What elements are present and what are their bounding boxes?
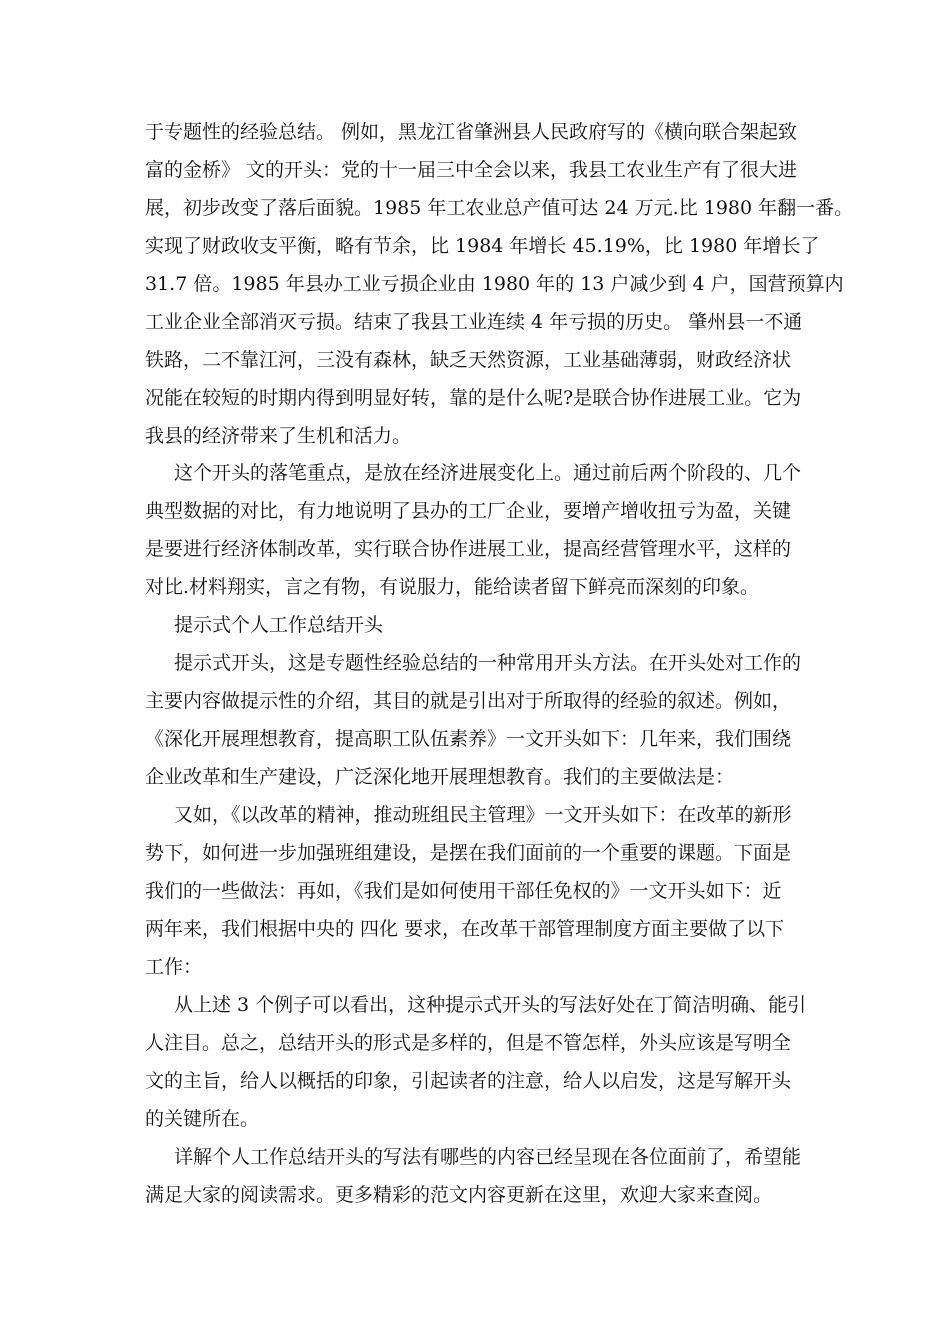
text-line: 对比.材料翔实，言之有物，有说服力，能给读者留下鲜亮而深刻的印象。 xyxy=(145,576,760,598)
text-line: 于专题性的经验总结。 例如，黑龙江省肇洲县人民政府写的《横向联合架起致 xyxy=(145,121,798,143)
text-line: 典型数据的对比，有力地说明了县办的工厂企业，要增产增收扭亏为盈，关键 xyxy=(145,500,792,522)
text-line: 企业改革和生产建设，广泛深化地开展理想教育。我们的主要做法是： xyxy=(145,766,735,788)
text-line: 主要内容做提示性的介绍，其目的就是引出对于所取得的经验的叙述。例如， xyxy=(145,690,792,712)
text-line: 两年来，我们根据中央的 四化 要求，在改革干部管理制度方面主要做了以下 xyxy=(145,918,785,940)
text-line: 展，初步改变了落后面貌。1985 年工农业总产值可达 24 万元.比 1980 年翻一番。 xyxy=(145,197,854,219)
text-line: 满足大家的阅读需求。更多精彩的范文内容更新在这里，欢迎大家来查阅。 xyxy=(145,1184,773,1206)
text-line: 《深化开展理想教育，提高职工队伍素养》一文开头如下：几年来，我们围绕 xyxy=(145,728,792,750)
text-line: 工作： xyxy=(145,956,203,978)
text-line: 铁路，二不靠江河，三没有森林，缺乏天然资源，工业基础薄弱，财政经济状 xyxy=(145,349,792,371)
text-line: 31.7 倍。1985 年县办工业亏损企业由 1980 年的 13 户减少到 4 户，国营预算内 xyxy=(145,273,844,295)
text-line: 我们的一些做法：再如，《我们是如何使用干部任免权的》一文开头如下：近 xyxy=(145,880,782,902)
section-heading: 提示式个人工作总结开头 xyxy=(174,614,384,636)
text-line: 人注目。总之，总结开头的形式是多样的，但是不管怎样，外头应该是写明全 xyxy=(145,1032,792,1054)
text-line: 工业企业全部消灭亏损。结束了我县工业连续 4 年亏损的历史。 肇州县一不通 xyxy=(145,311,803,333)
text-line: 又如，《以改革的精神，推动班组民主管理》一文开头如下：在改革的新形 xyxy=(174,804,792,826)
text-line: 的关键所在。 xyxy=(145,1108,260,1130)
text-line: 是要进行经济体制改革，实行联合协作进展工业，提高经营管理水平，这样的 xyxy=(145,538,792,560)
text-line: 文的主旨，给人以概括的印象，引起读者的注意，给人以启发，这是写解开头 xyxy=(145,1070,792,1092)
text-line: 实现了财政收支平衡，略有节余，比 1984 年增长 45.19%，比 1980 年增长了 xyxy=(145,235,820,257)
text-line: 这个开头的落笔重点，是放在经济进展变化上。通过前后两个阶段的、几个 xyxy=(174,462,802,484)
text-line: 提示式开头，这是专题性经验总结的一种常用开头方法。在开头处对工作的 xyxy=(174,652,802,674)
text-line: 况能在较短的时期内得到明显好转，靠的是什么呢?是联合协作进展工业。它为 xyxy=(145,387,802,409)
text-line: 富的金桥》 文的开头：党的十一届三中全会以来，我县工农业生产有了很大进 xyxy=(145,159,798,181)
text-line: 我县的经济带来了生机和活力。 xyxy=(145,425,412,447)
text-line: 从上述 3 个例子可以看出，这种提示式开头的写法好处在丁简洁明确、能引 xyxy=(174,994,807,1016)
text-line: 势下，如何进一步加强班组建设，是摆在我们面前的一个重要的课题。下面是 xyxy=(145,842,792,864)
text-line: 详解个人工作总结开头的写法有哪些的内容已经呈现在各位面前了，希望能 xyxy=(174,1146,802,1168)
